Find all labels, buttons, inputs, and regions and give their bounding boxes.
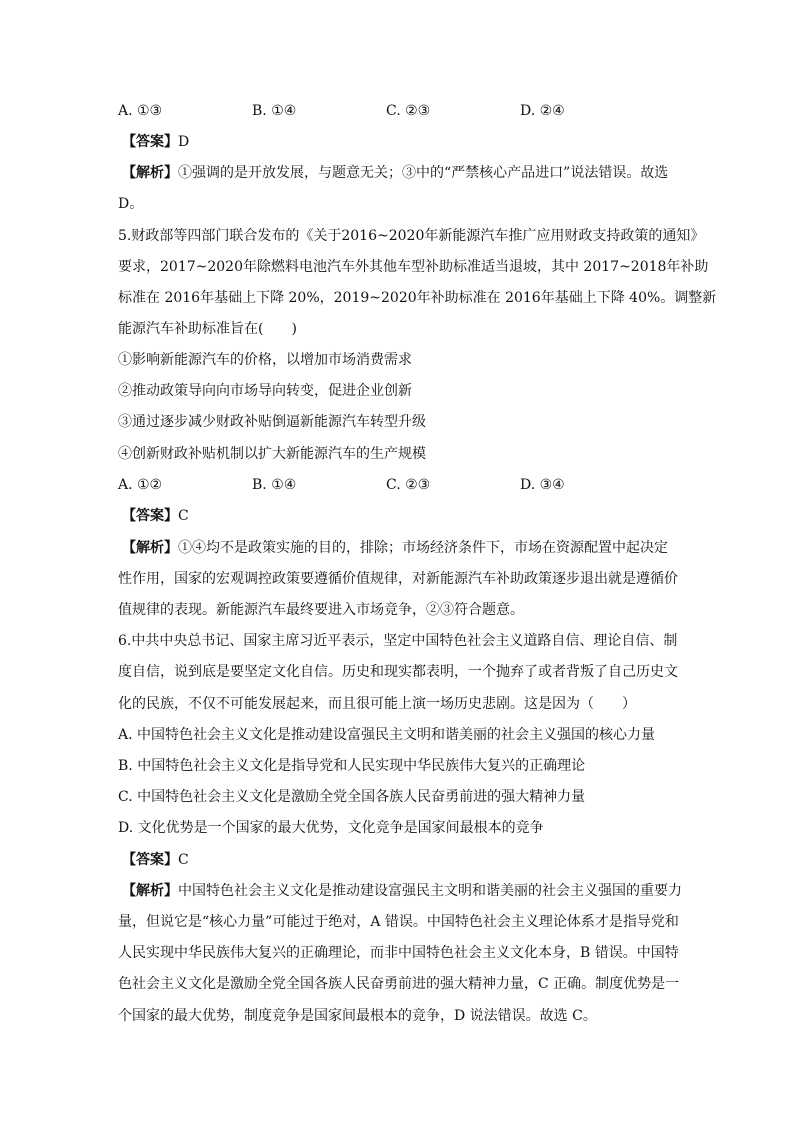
q5-options: [118, 475, 678, 495]
analysis-label: 【解析】: [122, 540, 178, 556]
q4-analysis-line-2: D。: [118, 196, 144, 212]
q5-stem-line-3: 标准在 2016年基础上下降 20%，2019~2020年补助标准在 2016年基础上下降 40%。调整新: [118, 290, 717, 306]
analysis-label: 【解析】: [122, 165, 178, 181]
q5-item-1: ①影响新能源汽车的价格，以增加市场消费需求: [118, 352, 412, 368]
q5-stem-line-4: 能源汽车补助标准旨在( ): [118, 321, 297, 337]
q5-option-a: A. ①②: [118, 477, 163, 493]
q5-option-c: C. ②③: [386, 477, 431, 493]
q5-stem-line-1: 5.财政部等四部门联合发布的《关于2016~2020年新能源汽车推广应用财政支持政策的通知》: [118, 228, 705, 244]
q5-option-b: B. ①④: [252, 477, 297, 493]
q5-stem-line-2: 要求，2017~2020年除燃料电池汽车外其他车型补助标准适当退坡，其中 2017~2018年补助: [118, 259, 709, 275]
q5-answer: [122, 506, 682, 526]
analysis-text: ①强调的是开放发展，与题意无关；③中的“严禁核心产品进口”说法错误。故选: [178, 165, 669, 181]
q5-analysis-line-1: [122, 538, 682, 558]
q5-item-3: ③通过逐步减少财政补贴倒逼新能源汽车转型升级: [118, 414, 426, 430]
q4-answer: [122, 132, 682, 152]
answer-value: C: [178, 852, 189, 868]
q4-option-b: B. ①④: [252, 103, 297, 119]
answer-label: 【答案】: [122, 852, 178, 868]
q6-stem-line-3: 化的民族，不仅不可能发展起来，而且很可能上演一场历史悲剧。这是因为（ ）: [118, 696, 636, 712]
q5-option-d: D. ③④: [520, 477, 565, 493]
q5-analysis-line-2: 性作用，国家的宏观调控政策要遵循价值规律，对新能源汽车补助政策逐步退出就是遵循价: [118, 571, 678, 587]
q6-answer: [122, 850, 682, 870]
q6-analysis-line-2: 量，但说它是“核心力量”可能过于绝对，A 错误。中国特色社会主义理论体系才是指导党和: [118, 914, 679, 930]
q4-option-a: A. ①③: [118, 103, 163, 119]
q5-analysis-line-3: 值规律的表现。新能源汽车最终要进入市场竞争，②③符合题意。: [118, 602, 524, 618]
q5-item-4: ④创新财政补贴机制以扩大新能源汽车的生产规模: [118, 446, 426, 462]
analysis-label: 【解析】: [122, 883, 178, 899]
q6-stem-line-2: 度自信，说到底是要坚定文化自信。历史和现实都表明，一个抛弃了或者背叛了自己历史文: [118, 664, 678, 680]
q4-options: [118, 101, 678, 121]
q6-stem-line-1: 6.中共中央总书记、国家主席习近平表示，坚定中国特色社会主义道路自信、理论自信、制: [118, 633, 678, 649]
q6-analysis-line-5: 个国家的最大优势，制度竞争是国家间最根本的竞争，D 说法错误。故选 C。: [118, 1008, 597, 1024]
analysis-text: 中国特色社会主义文化是推动建设富强民主文明和谐美丽的社会主义强国的重要力: [178, 883, 682, 899]
answer-label: 【答案】: [122, 508, 178, 524]
q6-option-d: D. 文化优势是一个国家的最大优势，文化竞争是国家间最根本的竞争: [118, 820, 544, 836]
answer-value: C: [178, 508, 189, 524]
q6-option-b: B. 中国特色社会主义文化是指导党和人民实现中华民族伟大复兴的正确理论: [118, 758, 586, 774]
q6-option-a: A. 中国特色社会主义文化是推动建设富强民主文明和谐美丽的社会主义强国的核心力量: [118, 727, 656, 743]
q5-item-2: ②推动政策导向向市场导向转变，促进企业创新: [118, 383, 412, 399]
q4-option-c: C. ②③: [386, 103, 431, 119]
q6-analysis-line-3: 人民实现中华民族伟大复兴的正确理论，而非中国特色社会主义文化本身，B 错误。中国特: [118, 945, 679, 961]
q6-analysis-line-1: [122, 881, 682, 901]
analysis-text: ①④均不是政策实施的目的，排除；市场经济条件下，市场在资源配置中起决定: [178, 540, 668, 556]
answer-value: D: [178, 134, 190, 150]
answer-label: 【答案】: [122, 134, 178, 150]
q4-option-d: D. ②④: [520, 103, 565, 119]
q4-analysis-line-1: [122, 163, 682, 183]
q6-analysis-line-4: 色社会主义文化是激励全党全国各族人民奋勇前进的强大精神力量，C 正确。制度优势是一: [118, 976, 680, 992]
q6-option-c: C. 中国特色社会主义文化是激励全党全国各族人民奋勇前进的强大精神力量: [118, 789, 586, 805]
